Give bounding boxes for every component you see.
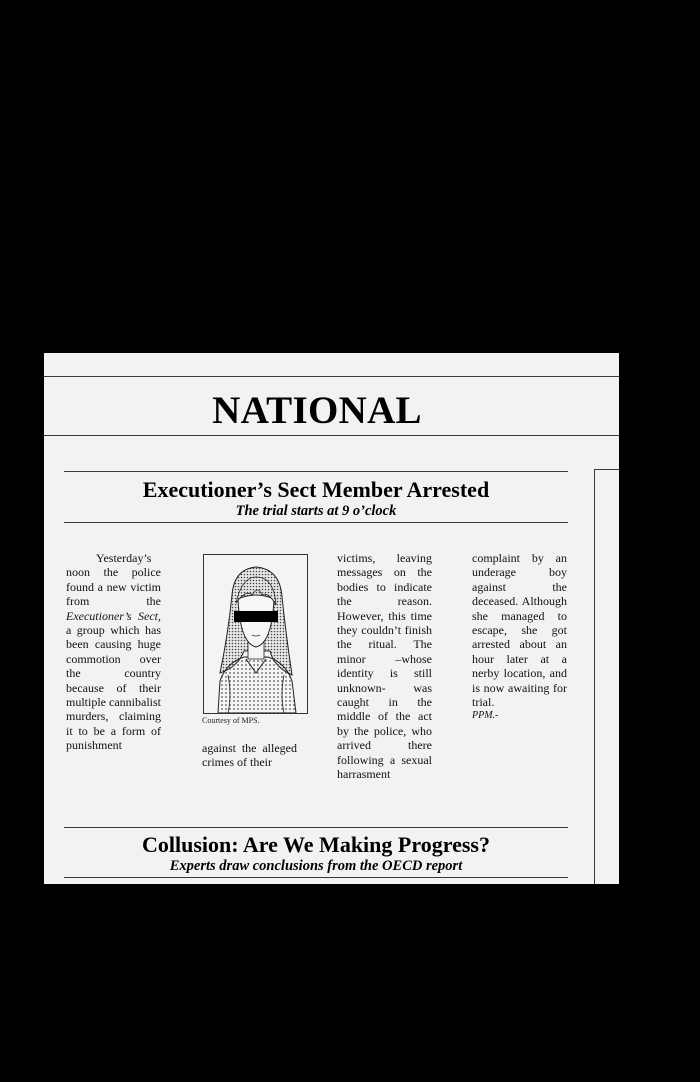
headline-top-rule (64, 471, 568, 472)
column-2-text: against the alleged crimes of their (202, 741, 297, 770)
article-column-2-continued (202, 741, 297, 770)
second-article-headline: Collusion: Are We Making Progress? (142, 832, 490, 857)
newspaper-page (44, 353, 619, 884)
article-subhead: The trial starts at 9 o’clock (235, 503, 397, 519)
second-headline-top-rule (64, 827, 568, 828)
column-1-text-b: , a group which has been causing huge commotion over the country because of their multiple cannibalist murders, claiming it to be a form of punishment (66, 608, 161, 753)
section-title: NATIONAL (212, 389, 422, 432)
suspect-portrait-illustration (204, 555, 307, 713)
column-4-text: complaint by an underage boy against the deceased. Although she managed to escape, she got arrested about an hour later at a nerby location, and is now awaiting for trial. (472, 551, 567, 710)
photo-caption: Courtesy of MPS. (202, 716, 260, 725)
article-headline: Executioner’s Sect Member Arrested (142, 477, 490, 502)
second-headline-bottom-rule (64, 877, 568, 878)
adjacent-column-frame (594, 469, 619, 884)
article-column-1 (66, 551, 161, 753)
top-rule (44, 376, 619, 377)
article-column-3 (337, 551, 432, 782)
column-1-text-a: Yesterday’s noon the police found a new victim from the (66, 551, 161, 609)
article-signature: PPM.- (472, 710, 499, 722)
section-bottom-rule (44, 435, 619, 436)
sect-name: Executioner’s Sect (66, 608, 158, 623)
second-article-subhead: Experts draw conclusions from the OECD report (169, 858, 463, 874)
column-3-text: victims, leaving messages on the bodies to indicate the reason. However, this time they couldn’t finish the ritual. The minor –whose identity is still unknown- was caught in the middle of the act by the police, who arrived there following a sexual harrasment (337, 551, 432, 782)
headline-bottom-rule (64, 522, 568, 523)
suspect-photo (203, 554, 308, 714)
article-column-4 (472, 551, 567, 724)
